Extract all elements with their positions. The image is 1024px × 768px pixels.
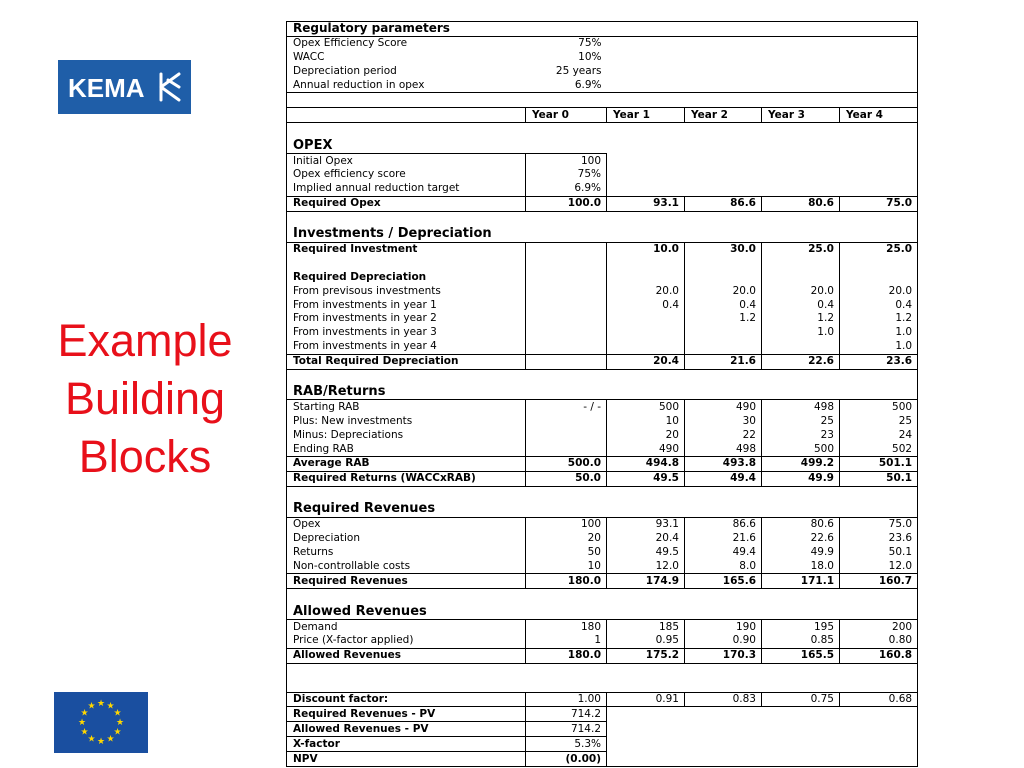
table-row: From previsous investments 20.0 20.0 20.0 20.0 [287,284,918,298]
table-row: From investments in year 3 1.0 1.0 [287,326,918,340]
row-label: Annual reduction in opex [287,79,526,93]
total-row: Allowed Revenues 180.0 175.2 170.3 165.5 160.8 [287,648,918,663]
total-row: Average RAB 500.0 494.8 493.8 499.2 501.1 [287,457,918,472]
svg-text:★: ★ [80,727,89,738]
year-header: Year 3 [762,108,840,123]
investments-section-header [287,226,918,243]
summary-row: Allowed Revenues - PV 714.2 [287,722,918,737]
cell-year-3: 25.0 [762,242,840,256]
year-header: Year 1 [607,108,685,123]
row-value: 75% [578,37,602,50]
row-label: Required Revenues - PV [287,707,526,722]
cell-year-1: 10.0 [607,242,685,256]
total-row: Required Revenues 180.0 174.9 165.6 171.1 160.7 [287,574,918,589]
svg-text:★: ★ [106,701,115,712]
kema-logo [58,60,191,114]
row-label: Depreciation [287,532,526,546]
svg-text:★: ★ [96,737,106,747]
cell-year-3: 80.6 [762,196,840,211]
row-label: NPV [287,752,526,767]
section-title: Required Revenues [287,501,918,518]
table-row: Non-controllable costs 10 12.0 8.0 18.0 12.0 [287,559,918,573]
table-row [287,168,918,182]
cell-year-2: 86.6 [685,196,762,211]
row-label: Depreciation period [287,65,526,79]
row-label: Plus: New investments [287,414,526,428]
table-row: From investments in year 2 1.2 1.2 1.2 [287,312,918,326]
svg-text:★: ★ [96,699,106,709]
year-header: Year 2 [685,108,762,123]
cell-year-2: 21.6 [685,354,762,369]
svg-text:★: ★ [113,727,122,738]
row-label: Demand [287,620,526,634]
summary-row: X-factor 5.3% [287,737,918,752]
row-label: Opex Efficiency Score [287,36,526,50]
table-row: Depreciation 20 20.4 21.6 22.6 23.6 [287,532,918,546]
summary-row: NPV (0.00) [287,752,918,767]
row-label: Opex [287,517,526,531]
svg-text:★: ★ [77,718,87,728]
section-title: Investments / Depreciation [287,226,918,243]
slide-title-line-2: Building [64,373,226,424]
row-label: Initial Opex [287,154,526,168]
svg-text:★: ★ [80,708,89,719]
row-value: 6.9% [526,79,607,93]
row-label: Non-controllable costs [287,559,526,573]
row-label: Required Investment [287,242,526,256]
svg-text:★: ★ [87,701,96,712]
table-row: Price (X-factor applied) 1 0.95 0.90 0.85 0.80 [287,634,918,648]
row-label: Total Required Depreciation [287,354,526,369]
kema-logo-text: KEMA [68,73,145,103]
table-row: Opex 100 93.1 86.6 80.6 75.0 [287,517,918,531]
table-row [287,65,918,79]
section-title: OPEX [287,137,918,154]
row-label: WACC [287,51,526,65]
svg-text:★: ★ [87,734,96,745]
table-row [287,154,918,168]
table-row [287,270,918,284]
svg-text:★: ★ [113,708,122,719]
table-row: From investments in year 1 0.4 0.4 0.4 0.4 [287,298,918,312]
table-row: Minus: Depreciations 20 22 23 24 [287,428,918,442]
section-title: RAB/Returns [287,383,918,400]
discount-row: Discount factor: 1.00 0.91 0.83 0.75 0.68 [287,692,918,707]
row-label: Discount factor: [287,692,526,707]
row-value: 25 years [555,65,602,78]
cell-year-4: 23.6 [840,354,918,369]
year-header: Year 4 [840,108,918,123]
row-label: Average RAB [287,457,526,472]
table-row: Returns 50 49.5 49.4 49.9 50.1 [287,546,918,560]
slide-title-line-3: Blocks [78,431,212,482]
row-label: Minus: Depreciations [287,428,526,442]
row-label: Returns [287,546,526,560]
total-row: Required Returns (WACCxRAB) 50.0 49.5 49.4 49.9 50.1 [287,471,918,486]
allowed-revenues-section-header [287,603,918,620]
row-label: Allowed Revenues [287,648,526,663]
table-row [287,51,918,65]
svg-text:★: ★ [115,718,125,728]
table-row: From investments in year 4 1.0 [287,340,918,354]
eu-flag-icon [54,692,148,753]
regulatory-model-table [286,21,918,767]
row-label: Required Opex [287,196,526,211]
table-row: Demand 180 185 190 195 200 [287,620,918,634]
cell-year-1: 20.4 [607,354,685,369]
row-value: 6.9% [526,182,607,196]
svg-text:★: ★ [106,734,115,745]
row-label: Ending RAB [287,442,526,456]
row-value: 75% [526,168,607,182]
row-label: Required Revenues [287,574,526,589]
row-label: Implied annual reduction target [287,182,526,196]
slide-title-line-1: Example [57,315,233,366]
row-label: Price (X-factor applied) [287,634,526,648]
section-title: Allowed Revenues [287,603,918,620]
row-label: Starting RAB [287,400,526,414]
row-label: From previsous investments [287,284,526,298]
row-label: From investments in year 3 [287,326,526,340]
cell-year-4: 25.0 [840,242,918,256]
cell-year-0: 100.0 [526,196,607,211]
required-revenues-section-header [287,501,918,518]
row-label: From investments in year 2 [287,312,526,326]
table-row: Starting RAB - / - 500 490 498 500 [287,400,918,414]
row-value: 10% [578,51,602,64]
rab-section-header [287,383,918,400]
slide-title [0,312,290,486]
table-row: Plus: New investments 10 30 25 25 [287,414,918,428]
year-header: Year 0 [526,108,607,123]
table-row [287,242,918,256]
total-row [287,354,918,369]
regulatory-header-row [287,22,918,37]
cell-year-4: 75.0 [840,196,918,211]
row-label: Required Depreciation [287,270,526,284]
table-row: Ending RAB 490 498 500 502 [287,442,918,456]
row-label: Required Returns (WACCxRAB) [287,471,526,486]
regulatory-title: Regulatory parameters [287,22,918,37]
kema-logo-symbol [161,74,179,100]
table-row [287,182,918,196]
opex-section-header [287,137,918,154]
row-label: Opex efficiency score [287,168,526,182]
row-label: From investments in year 4 [287,340,526,354]
row-value: 100 [526,154,607,168]
row-label: X-factor [287,737,526,752]
row-label: Allowed Revenues - PV [287,722,526,737]
table-row [287,36,918,50]
total-row [287,196,918,211]
summary-row: Required Revenues - PV 714.2 [287,707,918,722]
cell-year-1: 93.1 [607,196,685,211]
cell-year-2: 30.0 [685,242,762,256]
row-label: From investments in year 1 [287,298,526,312]
cell-year-3: 22.6 [762,354,840,369]
table-row [287,79,918,93]
year-header-row [287,108,918,123]
